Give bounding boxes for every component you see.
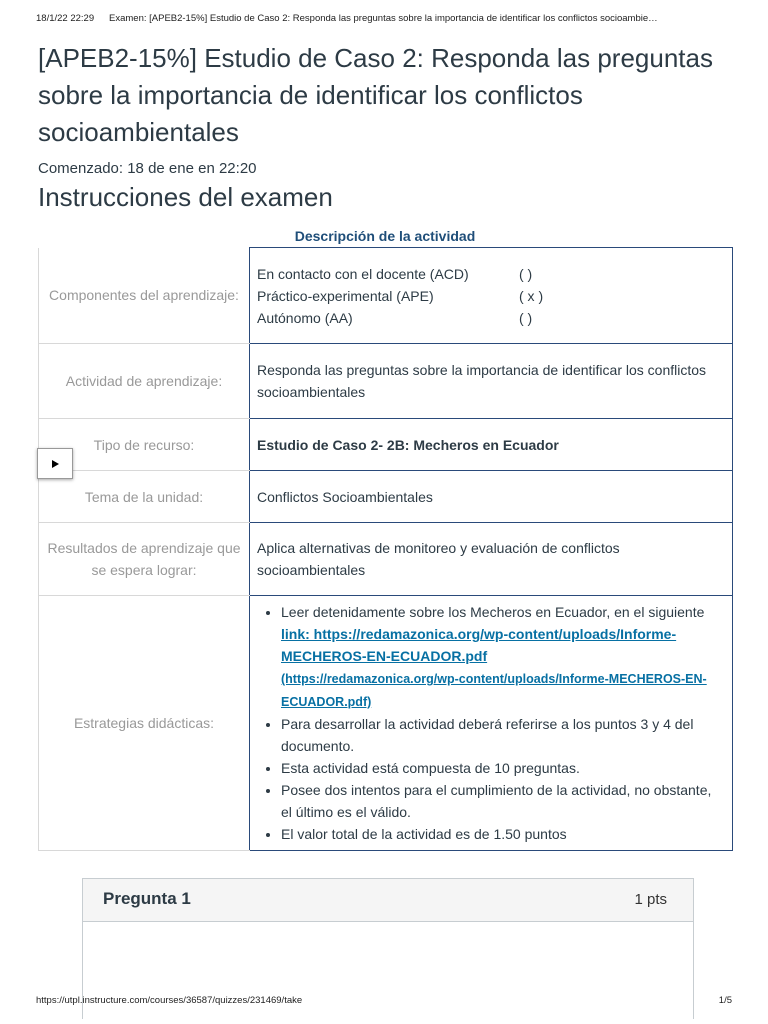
instructions-heading: Instrucciones del examen xyxy=(38,182,333,212)
row-label: Tema de la unidad: xyxy=(39,471,250,523)
print-footer xyxy=(36,995,732,1006)
page-number: 1/5 xyxy=(718,995,732,1006)
list-item: • Esta actividad está compuesta de 10 preguntas. xyxy=(281,757,725,779)
question-header xyxy=(83,879,693,922)
table-row xyxy=(39,471,733,523)
play-icon xyxy=(49,458,61,470)
component-item: Práctico-experimental (APE) ( x ) xyxy=(257,287,544,304)
page-title: [APEB2-15%] Estudio de Caso 2: Responda las preguntas sobre la importancia de identificar los conflictos socioambientales xyxy=(38,43,713,147)
list-item: • Posee dos intentos para el cumplimiento de la actividad, no obstante, el último es el válido. xyxy=(281,779,725,823)
row-label: Tipo de recurso: xyxy=(39,419,250,471)
print-url: https://utpl.instructure.com/courses/36587/quizzes/231469/take xyxy=(36,995,303,1006)
components-cell xyxy=(250,248,733,344)
document-link-url[interactable]: (https://redamazonica.org/wp-content/uploads/Informe-MECHEROS-EN-ECUADOR.pdf) xyxy=(281,672,707,709)
print-date: 18/1/22 22:29 xyxy=(36,13,95,24)
table-row xyxy=(39,344,733,419)
started-timestamp: Comenzado: 18 de ene en 22:20 xyxy=(38,160,257,177)
row-label: Componentes del aprendizaje: xyxy=(39,248,250,344)
strategies-list xyxy=(257,601,725,845)
component-item: En contacto con el docente (ACD) ( ) xyxy=(257,265,533,282)
row-label: Estrategias didácticas: xyxy=(39,596,250,851)
strategies-cell xyxy=(250,596,733,851)
row-label: Resultados de aprendizaje que se espera lograr: xyxy=(39,523,250,596)
list-item: • Leer detenidamente sobre los Mecheros en Ecuador, en el siguiente link: https://redamazonica.org/wp-content/uploads/Informe-MECHEROS-EN-ECUADOR.pdf (https://redamazonica.org/wp-content/uploads/Informe-MECHEROS-EN-ECUADOR.pdf) xyxy=(281,601,725,713)
table-row xyxy=(39,596,733,851)
row-value: Conflictos Socioambientales xyxy=(250,471,733,523)
list-item: • El valor total de la actividad es de 1.50 puntos xyxy=(281,823,725,845)
document-link[interactable]: link: https://redamazonica.org/wp-content/uploads/Informe-MECHEROS-EN-ECUADOR.pdf xyxy=(281,626,677,664)
table-caption: Descripción de la actividad xyxy=(294,228,476,244)
row-value: Responda las preguntas sobre la importancia de identificar los conflictos socioambientales xyxy=(250,344,733,419)
row-label: Actividad de aprendizaje: xyxy=(39,344,250,419)
list-item: • Para desarrollar la actividad deberá referirse a los puntos 3 y 4 del documento. xyxy=(281,713,725,757)
table-row xyxy=(39,248,733,344)
question-points: 1 pts xyxy=(634,891,667,908)
activity-table xyxy=(38,247,733,851)
row-value: Estudio de Caso 2- 2B: Mecheros en Ecuador xyxy=(250,419,733,471)
table-row xyxy=(39,419,733,471)
play-button[interactable] xyxy=(37,448,73,479)
row-value: Aplica alternativas de monitoreo y evaluación de conflictos socioambientales xyxy=(250,523,733,596)
table-row xyxy=(39,523,733,596)
print-document-title: Examen: [APEB2-15%] Estudio de Caso 2: Responda las preguntas sobre la importancia de identificar los conflictos socioambie… xyxy=(109,13,658,24)
component-item: Autónomo (AA) ( ) xyxy=(257,309,533,326)
question-title: Pregunta 1 xyxy=(103,889,191,908)
